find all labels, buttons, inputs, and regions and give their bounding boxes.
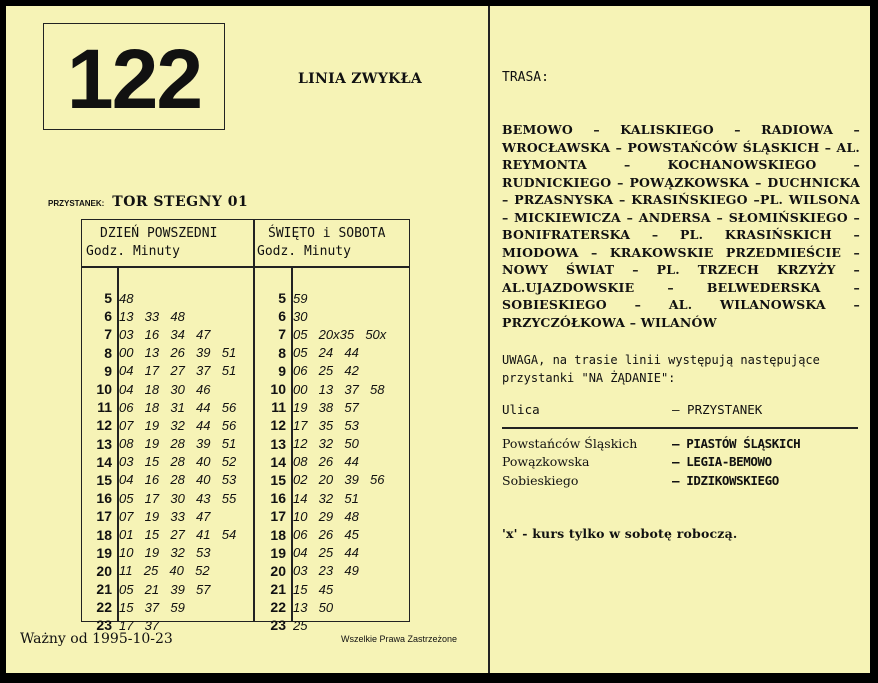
holiday-row bbox=[254, 616, 410, 634]
holiday-row bbox=[254, 453, 410, 471]
holiday-row bbox=[254, 289, 410, 307]
minutes: 11 25 40 52 bbox=[119, 563, 210, 579]
minutes: 04 17 27 37 51 bbox=[119, 363, 237, 379]
weekday-row bbox=[82, 453, 253, 471]
minutes: 06 18 31 44 56 bbox=[119, 399, 237, 415]
departure-table bbox=[81, 219, 410, 634]
weekday-row bbox=[82, 544, 253, 562]
minutes: 05 17 30 43 55 bbox=[119, 490, 237, 506]
minutes: 06 25 42 bbox=[293, 363, 359, 379]
hour: 9 bbox=[104, 362, 112, 379]
weekday-row bbox=[82, 416, 253, 434]
hour: 23 bbox=[270, 617, 286, 634]
minutes: 02 20 39 56 bbox=[293, 472, 385, 488]
holiday-row bbox=[254, 544, 410, 562]
hour: 21 bbox=[96, 581, 112, 598]
valid-from: Ważny od 1995-10-23 bbox=[20, 631, 173, 647]
minutes: 17 37 bbox=[119, 617, 160, 633]
stop-name: TOR STEGNY 01 bbox=[112, 194, 249, 210]
hour: 9 bbox=[278, 362, 286, 379]
holiday-header bbox=[254, 220, 410, 266]
hour: 18 bbox=[96, 526, 112, 543]
weekday-row bbox=[82, 562, 253, 580]
holiday-row bbox=[254, 398, 410, 416]
hour: 20 bbox=[270, 562, 286, 579]
hour: 6 bbox=[104, 308, 112, 325]
hour: 5 bbox=[278, 290, 286, 307]
holiday-row bbox=[254, 507, 410, 525]
request-stop-rows bbox=[502, 436, 858, 492]
hour: 10 bbox=[96, 381, 112, 398]
holiday-row bbox=[254, 416, 410, 434]
weekday-row bbox=[82, 344, 253, 362]
minutes: 06 26 45 bbox=[293, 527, 359, 543]
hour: 19 bbox=[96, 544, 112, 561]
hour: 17 bbox=[96, 508, 112, 525]
street-name: Powązkowska bbox=[502, 454, 590, 469]
weekday-row bbox=[82, 489, 253, 507]
holiday-row bbox=[254, 598, 410, 616]
minutes: 10 29 48 bbox=[293, 508, 359, 524]
minutes: 48 bbox=[119, 290, 134, 306]
hour: 15 bbox=[270, 471, 286, 488]
weekday-row bbox=[82, 435, 253, 453]
line-number: 122 bbox=[66, 31, 202, 126]
request-stops-rule bbox=[502, 427, 858, 429]
weekday-subtitle: Godz. Minuty bbox=[86, 244, 180, 259]
minutes: 13 50 bbox=[293, 599, 334, 615]
minutes: 05 24 44 bbox=[293, 345, 359, 361]
stop-label: PRZYSTANEK: bbox=[48, 199, 105, 208]
request-stops-header bbox=[502, 402, 858, 422]
holiday-row bbox=[254, 489, 410, 507]
minutes: 08 19 28 39 51 bbox=[119, 436, 237, 452]
timetable-sheet bbox=[6, 6, 870, 673]
line-number-box bbox=[43, 23, 225, 130]
minutes: 03 16 34 47 bbox=[119, 326, 211, 342]
request-stop-row bbox=[502, 454, 858, 473]
header-street: Ulica bbox=[502, 402, 540, 417]
hour: 16 bbox=[96, 490, 112, 507]
minutes: 15 45 bbox=[293, 581, 334, 597]
minutes: 08 26 44 bbox=[293, 454, 359, 470]
weekday-row bbox=[82, 471, 253, 489]
hour: 13 bbox=[270, 435, 286, 452]
minutes: 30 bbox=[293, 308, 308, 324]
weekday-header bbox=[82, 220, 253, 266]
holiday-row bbox=[254, 307, 410, 325]
minutes: 25 bbox=[293, 617, 308, 633]
minutes: 04 16 28 40 53 bbox=[119, 472, 237, 488]
hour: 22 bbox=[270, 599, 286, 616]
minutes: 03 15 28 40 52 bbox=[119, 454, 237, 470]
holiday-row bbox=[254, 471, 410, 489]
hour: 7 bbox=[278, 326, 286, 343]
footnote: 'x' - kurs tylko w sobotę roboczą. bbox=[502, 526, 738, 541]
minutes: 04 25 44 bbox=[293, 545, 359, 561]
hour: 12 bbox=[270, 417, 286, 434]
weekday-rows bbox=[82, 289, 253, 635]
minutes: 07 19 32 44 56 bbox=[119, 417, 237, 433]
street-name: Sobieskiego bbox=[502, 472, 579, 488]
weekday-row bbox=[82, 580, 253, 598]
minutes: 05 21 39 57 bbox=[119, 581, 211, 597]
minutes: 07 19 33 47 bbox=[119, 508, 211, 524]
weekday-row bbox=[82, 362, 253, 380]
weekday-row bbox=[82, 507, 253, 525]
holiday-row bbox=[254, 580, 410, 598]
weekday-row bbox=[82, 289, 253, 307]
weekday-title: DZIEŃ POWSZEDNI bbox=[100, 226, 218, 241]
street-name: Powstańców Śląskich bbox=[502, 435, 638, 451]
holiday-row bbox=[254, 562, 410, 580]
stop-row bbox=[48, 194, 248, 210]
stop-name: – PIASTÓW ŚLĄSKICH bbox=[672, 435, 801, 451]
weekday-row bbox=[82, 525, 253, 543]
minutes: 15 37 59 bbox=[119, 599, 185, 615]
hour: 23 bbox=[96, 617, 112, 634]
request-stops-table bbox=[502, 402, 858, 491]
minutes: 00 13 26 39 51 bbox=[119, 345, 237, 361]
rights-notice: Wszelkie Prawa Zastrzeżone bbox=[341, 634, 458, 644]
request-stop-row bbox=[502, 473, 858, 492]
hour: 8 bbox=[278, 344, 286, 361]
panel-divider bbox=[488, 6, 490, 673]
weekday-row bbox=[82, 598, 253, 616]
hour: 20 bbox=[96, 562, 112, 579]
holiday-row bbox=[254, 525, 410, 543]
minutes: 59 bbox=[293, 290, 308, 306]
minutes: 03 23 49 bbox=[293, 563, 359, 579]
header-divider bbox=[82, 266, 409, 268]
weekday-row bbox=[82, 398, 253, 416]
hour: 21 bbox=[270, 581, 286, 598]
hour: 10 bbox=[270, 381, 286, 398]
minutes: 17 35 53 bbox=[293, 417, 359, 433]
minutes: 05 20x35 50x bbox=[293, 326, 387, 342]
minutes: 04 18 30 46 bbox=[119, 381, 211, 397]
holiday-row bbox=[254, 435, 410, 453]
hour: 16 bbox=[270, 490, 286, 507]
minutes: 00 13 37 58 bbox=[293, 381, 385, 397]
route-label: TRASA: bbox=[502, 70, 549, 85]
hour: 6 bbox=[278, 308, 286, 325]
holiday-row bbox=[254, 325, 410, 343]
hour: 17 bbox=[270, 508, 286, 525]
hour: 11 bbox=[97, 399, 112, 416]
request-stops-notice: UWAGA, na trasie linii występują następujące przystanki "NA ŻĄDANIE": bbox=[502, 353, 820, 385]
holiday-rows bbox=[254, 289, 410, 635]
line-type: LINIA ZWYKŁA bbox=[298, 71, 422, 87]
hour: 14 bbox=[96, 453, 112, 470]
stop-name: – LEGIA-BEMOWO bbox=[672, 454, 772, 469]
hour: 22 bbox=[96, 599, 112, 616]
hour: 7 bbox=[104, 326, 112, 343]
request-stop-row bbox=[502, 436, 858, 455]
hour: 13 bbox=[96, 435, 112, 452]
holiday-subtitle: Godz. Minuty bbox=[257, 244, 351, 259]
weekday-row bbox=[82, 380, 253, 398]
hour: 15 bbox=[96, 471, 112, 488]
hour: 18 bbox=[270, 526, 286, 543]
stop-name: – IDZIKOWSKIEGO bbox=[672, 472, 779, 488]
route-text: BEMOWO – KALISKIEGO – RADIOWA – WROCŁAWSKA – POWSTAŃCÓW ŚLĄSKICH – AL. REYMONTA – KOCHANOWSKIEGO – RUDNICKIEGO – POWĄZKOWSKA – DUCHNICKA – PRZASNYSKA – KRASIŃSKIEGO –PL. WILSONA – MICKIEWICZA – ANDERSA – SŁOMIŃSKIEGO – BONIFRATERSKA – PL. KRASIŃSKICH – MIODOWA – KRAKOWSKIE PRZEDMIEŚCIE – NOWY ŚWIAT – PL. TRZECH KRZYŻY – AL.UJAZDOWSKIE – BELWEDERSKA – SOBIESKIEGO – AL. WILANOWSKA – PRZYCZÓŁKOWA – WILANÓW bbox=[502, 122, 860, 330]
hour: 8 bbox=[104, 344, 112, 361]
minutes: 14 32 51 bbox=[293, 490, 359, 506]
weekday-row bbox=[82, 325, 253, 343]
header-stop: – PRZYSTANEK bbox=[672, 402, 763, 417]
minutes: 01 15 27 41 54 bbox=[119, 527, 237, 543]
holiday-row bbox=[254, 344, 410, 362]
hour: 5 bbox=[104, 290, 112, 307]
hour: 19 bbox=[270, 544, 286, 561]
hour: 11 bbox=[271, 399, 286, 416]
holiday-row bbox=[254, 362, 410, 380]
hour: 12 bbox=[96, 417, 112, 434]
minutes: 13 33 48 bbox=[119, 308, 185, 324]
holiday-row bbox=[254, 380, 410, 398]
minutes: 10 19 32 53 bbox=[119, 545, 211, 561]
weekday-row bbox=[82, 307, 253, 325]
minutes: 12 32 50 bbox=[293, 436, 359, 452]
holiday-title: ŚWIĘTO i SOBOTA bbox=[268, 226, 386, 241]
minutes: 19 38 57 bbox=[293, 399, 359, 415]
hour: 14 bbox=[270, 453, 286, 470]
